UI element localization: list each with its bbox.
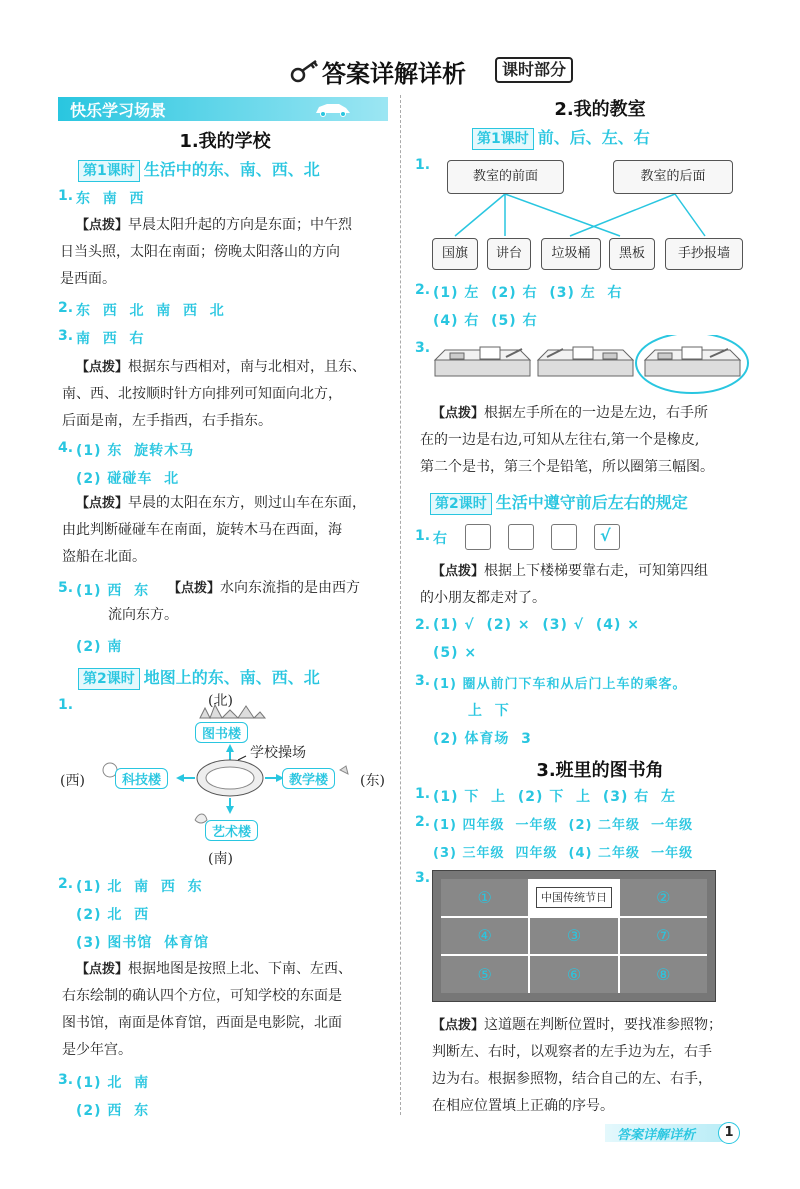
grid-cell-1: ① [441,879,528,916]
q5b-answer: (2) 南 [76,639,123,655]
lesson2-tag: 第2课时 [78,668,140,690]
q3-tip-line1: 根据东与西相对，南与北相对，且东、 [128,359,367,375]
u3q2a-answer: (1) 四年级 一年级 (2) 二年级 一年级 [433,818,694,833]
tip-label: 【点拨】 [76,962,129,977]
scene-banner [58,97,388,121]
unit1-title: 1.我的学校 [179,131,271,152]
l2-tip [62,956,392,1064]
u3q1-number: 1. [415,786,431,802]
q3-answer: 南 西 右 [76,331,145,347]
r-lesson2-tag: 第2课时 [430,493,492,515]
lesson1-header [78,157,320,182]
map-teach: 教学楼 [282,768,335,789]
map-art: 艺术楼 [205,820,258,841]
r-l2q3a-answer: (1) 圈从前门下车和从后门上车的乘客。 [433,677,687,692]
r-l2q3a2-answer: 上 下 [468,703,510,719]
lesson2-title: 地图上的东、南、西、北 [143,668,320,687]
grid-cell-7: ⑤ [441,956,528,993]
r-q2b-answer: (4) 右 (5) 右 [433,313,538,329]
l2-tip-line3: 图书馆，南面是体育馆，西面是电影院，北面 [62,1015,342,1031]
checkbox-3 [551,524,577,550]
map-field-label: 学校操场 [250,745,306,761]
q4-tip-line2: 由此判断碰碰车在南面，旋转木马在西面，海 [62,522,342,538]
map-east: (东) [360,773,385,789]
r-l2q1-tip-line1: 根据上下楼梯要靠右走，可知第四组 [484,563,709,579]
r-q3-tip-line1: 根据左手所在的一边是左边，右手所 [484,405,709,421]
r-l2q1-tip-line2: 的小朋友都走对了。 [420,590,546,606]
r-lesson1-tag: 第1课时 [472,128,534,150]
l2q2b-answer: (2) 北 西 [76,907,150,923]
page-title: 答案详解详析 [322,60,466,88]
section-badge: 课时部分 [495,57,573,83]
footer-label: 答案详解详析 [617,1128,696,1143]
r-l2q3b-answer: (2) 体育场 3 [433,731,532,747]
grid-cell-9: ⑧ [620,956,707,993]
r-lesson1-title: 前、后、左、右 [537,128,650,147]
r-l2q2-number: 2. [415,617,431,633]
u3-tip-line2: 判断左、右时，以观察者的左手边为左，右手 [432,1044,712,1060]
l2q3-number: 3. [58,1072,74,1088]
q1-tip-line2: 日当头照，太阳在南面；傍晚太阳落山的方向 [60,244,340,260]
item-podium: 讲台 [487,238,531,270]
q4-number: 4. [58,440,74,456]
grid-cell-2: 中国传统节日 [536,887,611,908]
checkbox-2 [508,524,534,550]
r-l2q2b-answer: (5) × [433,645,478,661]
q3-tip [62,354,392,435]
r-q3-tip [420,400,760,481]
q5-number: 5. [58,580,74,596]
checkmark: √ [600,526,611,545]
item-blackboard: 黑板 [609,238,655,270]
tip-label: 【点拨】 [76,218,129,233]
q1-tip-line3: 是西面。 [60,271,116,287]
l2q2-number: 2. [58,876,74,892]
q2-number: 2. [58,300,74,316]
grid-cell-3: ② [620,879,707,916]
map-west: (西) [60,773,85,789]
r-l2q1-answer: 右 [433,531,448,547]
q5-tip-line2: 流向东方。 [108,607,178,623]
tip-label: 【点拨】 [76,496,129,511]
lesson2-header [78,665,320,690]
column-divider [400,95,401,1115]
q1-tip-line1: 早晨太阳升起的方向是东面；中午烈 [128,217,353,233]
school-map [60,690,400,870]
map-south: (南) [208,851,233,867]
checkbox-1 [465,524,491,550]
u3q2b-answer: (3) 三年级 四年级 (4) 二年级 一年级 [433,846,694,861]
back-box: 教室的后面 [613,160,733,194]
grid-cell-6: ⑦ [620,918,707,955]
r-l2q2a-answer: (1) √ (2) × (3) √ (4) × [433,617,641,633]
item-wall: 手抄报墙 [665,238,743,270]
lesson1-title: 生活中的东、南、西、北 [143,160,320,179]
q5a-answer: (1) 西 东 [76,583,150,599]
unit2-title: 2.我的教室 [554,99,646,120]
grid-cell-8: ⑥ [530,956,617,993]
q2-answer: 东 西 北 南 西 北 [76,303,225,319]
u3q3-number: 3. [415,870,431,886]
page-number: 1 [718,1122,740,1144]
desk-pictures [430,335,760,400]
u3q2-number: 2. [415,814,431,830]
l2-tip-line4: 是少年宫。 [62,1042,132,1058]
grid-cell-4: ④ [441,918,528,955]
l2q3b-answer: (2) 西 东 [76,1103,150,1119]
q3-tip-line3: 后面是南，左手指西，右手指东。 [62,413,272,429]
front-box: 教室的前面 [447,160,564,194]
r-q3-tip-line3: 第二个是书，第三个是铅笔，所以圈第三幅图。 [420,459,714,475]
checkbox-4 [594,524,620,550]
tip-label: 【点拨】 [168,581,221,596]
footer-banner [605,1124,735,1142]
tip-label: 【点拨】 [76,360,129,375]
l2-tip-line2: 右东绘制的确认四个方位，可知学校的东面是 [62,988,342,1004]
r-q3-tip-line2: 在的一边是右边,可知从左往右,第一个是橡皮, [420,432,700,448]
l2-tip-line1: 根据地图是按照上北、下南、左西、 [128,961,353,977]
grid-cell-5: ③ [530,918,617,955]
map-library: 图书楼 [195,722,248,743]
q4-tip-line1: 早晨的太阳在东方，则过山车在东面， [128,495,367,511]
q1-number: 1. [58,188,74,204]
r-q2a-answer: (1) 左 (2) 右 (3) 左 右 [433,285,623,301]
r-l2q3-number: 3. [415,673,431,689]
q4-tip [62,490,392,571]
q5-tip-line1: 水向东流指的是由西方 [220,580,361,596]
q1-answer: 东 南 西 [76,191,145,207]
l2q2c-answer: (3) 图书馆 体育馆 [76,935,210,951]
u3-tip-line1: 这道题在判断位置时，要找准参照物； [484,1017,723,1033]
l2q3a-answer: (1) 北 南 [76,1075,150,1091]
key-icon [290,58,320,88]
q1-tip [60,212,396,293]
q4-tip-line3: 盗船在北面。 [62,549,146,565]
q3-tip-line2: 南、西、北按顺时针方向排列可知面向北方， [62,386,342,402]
r-lesson1-header [472,125,650,150]
bookshelf-grid [432,870,716,1002]
item-trash: 垃圾桶 [541,238,601,270]
r-lesson2-title: 生活中遵守前后左右的规定 [495,493,688,512]
r-q2-number: 2. [415,282,431,298]
r-lesson2-header [430,490,688,515]
q3-number: 3. [58,328,74,344]
u3q1-answer: (1) 下 上 (2) 下 上 (3) 右 左 [433,789,676,805]
classroom-match-diagram [425,150,765,280]
q4a-answer: (1) 东 旋转木马 [76,443,195,459]
item-flag: 国旗 [432,238,478,270]
tip-label: 【点拨】 [432,1018,485,1033]
map-q1-number: 1. [58,697,74,713]
map-north: (北) [208,693,233,709]
tip-label: 【点拨】 [432,406,485,421]
r-q3-number: 3. [415,340,431,356]
u3-tip [432,1012,772,1120]
tip-label: 【点拨】 [432,564,485,579]
u3-tip-line4: 在相应位置填上正确的序号。 [432,1098,614,1114]
unit3-title: 3.班里的图书角 [536,760,664,781]
car-icon [313,101,353,121]
r-l2q1-tip [420,558,760,612]
banner-label: 快乐学习场景 [70,101,167,120]
r-l2q1-number: 1. [415,528,431,544]
u3-tip-line3: 边为右。根据参照物，结合自己的左、右手， [432,1071,712,1087]
map-tech: 科技楼 [115,768,168,789]
l2q2a-answer: (1) 北 南 西 东 [76,879,203,895]
q4b-answer: (2) 碰碰车 北 [76,471,180,487]
lesson1-tag: 第1课时 [78,160,140,182]
r-q1-number: 1. [415,157,431,173]
